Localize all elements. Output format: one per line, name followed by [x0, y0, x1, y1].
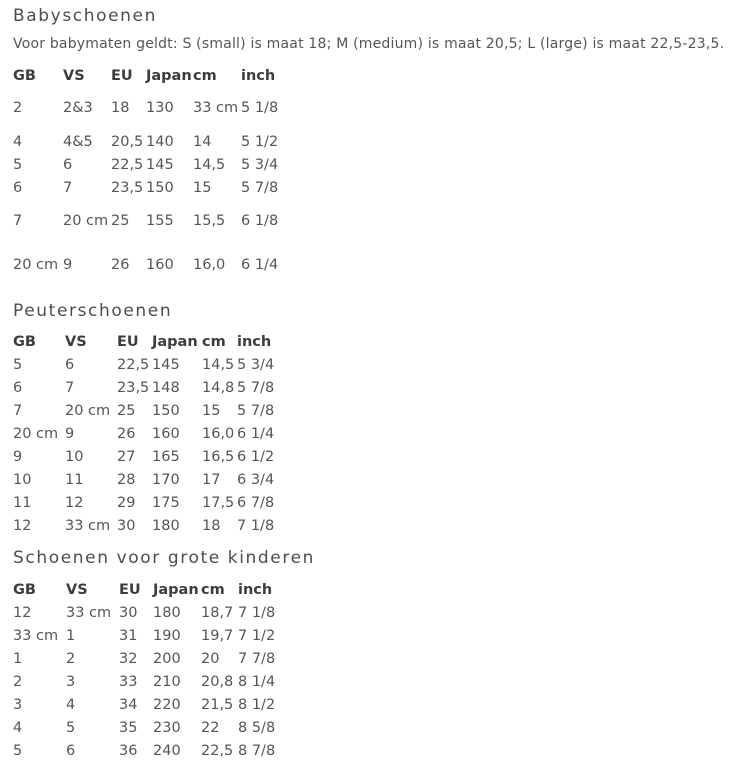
table-row: [13, 176, 286, 199]
table-cell: 20,5: [111, 133, 144, 150]
table-cell: 20,8: [201, 673, 234, 690]
table-row: [13, 514, 282, 537]
column-header: EU: [117, 334, 139, 350]
column-header: Japan: [152, 334, 198, 350]
table-cell: 19,7: [201, 627, 234, 644]
table-cell: 5 7/8: [237, 402, 275, 419]
big-kids-size-table: [13, 579, 283, 762]
table-cell: 23,5: [117, 379, 150, 396]
table-cell: 15: [193, 179, 212, 196]
table-cell: 4: [66, 696, 76, 713]
table-cell: 17: [202, 471, 221, 488]
table-cell: 5: [13, 156, 23, 173]
table-cell: 8 1/2: [238, 696, 276, 713]
table-cell: 9: [65, 425, 75, 442]
table-cell: 33 cm: [13, 627, 59, 644]
table-cell: 1: [66, 627, 76, 644]
table-cell: 6 1/4: [237, 425, 275, 442]
table-row: [13, 86, 286, 130]
table-cell: 160: [146, 257, 174, 273]
table-cell: 12: [13, 517, 32, 534]
table-cell: 18: [111, 100, 130, 116]
table-cell: 22,5: [117, 356, 150, 373]
table-header-row: [13, 66, 286, 86]
table-cell: 33 cm: [193, 99, 239, 116]
table-cell: 7: [13, 213, 23, 229]
column-header: GB: [13, 582, 36, 598]
table-cell: 9: [63, 257, 73, 273]
table-cell: 200: [153, 650, 181, 667]
column-header: cm: [202, 334, 226, 350]
table-cell: 33 cm: [66, 604, 112, 621]
table-cell: 145: [146, 156, 174, 173]
table-cell: 2: [66, 650, 76, 667]
table-cell: 33: [119, 673, 138, 690]
table-cell: 4: [13, 719, 23, 736]
table-cell: 28: [117, 471, 136, 488]
table-cell: 8 1/4: [238, 673, 276, 690]
table-header-row: [13, 331, 282, 353]
table-cell: 5 7/8: [241, 179, 279, 196]
table-cell: 7: [63, 179, 73, 196]
table-cell: 5 1/8: [241, 100, 279, 116]
table-cell: 22: [201, 719, 220, 736]
table-row: [13, 491, 282, 514]
table-row: [13, 153, 286, 176]
table-cell: 30: [117, 517, 136, 534]
table-cell: 25: [111, 213, 130, 229]
table-cell: 16,5: [202, 448, 235, 465]
column-header: GB: [13, 334, 36, 350]
table-cell: 10: [65, 448, 84, 465]
table-cell: 30: [119, 604, 138, 621]
table-cell: 155: [146, 213, 174, 229]
table-cell: 180: [153, 604, 181, 621]
column-header: inch: [237, 334, 272, 350]
table-row: [13, 243, 286, 287]
table-row: [13, 601, 283, 624]
table-cell: 5: [13, 742, 23, 759]
table-row: [13, 399, 282, 422]
table-cell: 3: [13, 696, 23, 713]
column-header: EU: [119, 582, 141, 598]
toddler-shoes-heading: Peuterschoenen: [13, 301, 173, 321]
table-cell: 23,5: [111, 179, 144, 196]
baby-shoes-heading: Babyschoenen: [13, 6, 157, 26]
table-row: [13, 670, 283, 693]
table-cell: 6 1/4: [241, 257, 279, 273]
table-cell: 180: [152, 517, 180, 534]
table-cell: 26: [117, 425, 136, 442]
table-cell: 6 1/2: [237, 448, 275, 465]
table-cell: 5 3/4: [241, 156, 279, 173]
table-cell: 6 3/4: [237, 471, 275, 488]
column-header: GB: [13, 68, 36, 84]
table-cell: 35: [119, 719, 138, 736]
column-header: Japan: [146, 68, 192, 84]
column-header: EU: [111, 68, 133, 84]
table-cell: 4&5: [63, 133, 93, 150]
table-cell: 20 cm: [65, 402, 111, 419]
big-kids-shoes-heading: Schoenen voor grote kinderen: [13, 548, 316, 568]
table-cell: 8 7/8: [238, 742, 276, 759]
table-cell: 160: [152, 425, 180, 442]
table-cell: 7: [65, 379, 75, 396]
table-cell: 14,5: [193, 156, 226, 173]
table-cell: 2&3: [63, 100, 93, 116]
table-cell: 14,5: [202, 356, 235, 373]
table-cell: 26: [111, 257, 130, 273]
table-cell: 170: [152, 471, 180, 488]
table-row: [13, 445, 282, 468]
table-cell: 20 cm: [13, 425, 59, 442]
table-cell: 15,5: [193, 213, 226, 229]
table-cell: 32: [119, 650, 138, 667]
table-row: [13, 716, 283, 739]
table-cell: 6: [13, 379, 23, 396]
column-header: VS: [66, 582, 88, 598]
table-cell: 20 cm: [13, 256, 59, 273]
table-cell: 6: [13, 179, 23, 196]
table-cell: 190: [153, 627, 181, 644]
table-cell: 22,5: [201, 742, 234, 759]
table-cell: 3: [66, 673, 76, 690]
table-cell: 6 1/8: [241, 213, 279, 229]
baby-sizes-intro: Voor babymaten geldt: S (small) is maat 18; M (medium) is maat 20,5; L (large) is maat 22,5-23,5.: [13, 36, 725, 52]
table-cell: 5 7/8: [237, 379, 275, 396]
table-cell: 7 1/2: [238, 627, 276, 644]
table-cell: 210: [153, 673, 181, 690]
table-row: [13, 376, 282, 399]
table-cell: 10: [13, 471, 32, 488]
table-cell: 4: [13, 133, 23, 150]
table-cell: 9: [13, 448, 23, 465]
column-header: cm: [193, 68, 217, 84]
table-cell: 7 1/8: [238, 604, 276, 621]
table-row: [13, 693, 283, 716]
table-row: [13, 739, 283, 762]
table-cell: 1: [13, 650, 23, 667]
table-cell: 14: [193, 133, 212, 150]
table-cell: 11: [65, 471, 84, 488]
table-row: [13, 422, 282, 445]
baby-size-table: [13, 66, 286, 287]
table-cell: 14,8: [202, 379, 235, 396]
table-cell: 12: [13, 604, 32, 621]
table-cell: 33 cm: [65, 517, 111, 534]
table-cell: 5 3/4: [237, 356, 275, 373]
table-cell: 36: [119, 742, 138, 759]
table-row: [13, 647, 283, 670]
table-cell: 20 cm: [63, 212, 109, 229]
table-cell: 15: [202, 402, 221, 419]
column-header: inch: [241, 68, 276, 84]
column-header: inch: [238, 582, 273, 598]
table-cell: 148: [152, 379, 180, 396]
table-cell: 17,5: [202, 494, 235, 511]
table-cell: 140: [146, 133, 174, 150]
table-cell: 8 5/8: [238, 719, 276, 736]
table-cell: 7 7/8: [238, 650, 276, 667]
table-row: [13, 624, 283, 647]
table-cell: 165: [152, 448, 180, 465]
table-header-row: [13, 579, 283, 601]
column-header: VS: [65, 334, 87, 350]
table-cell: 5 1/2: [241, 133, 279, 150]
table-cell: 145: [152, 356, 180, 373]
table-cell: 22,5: [111, 156, 144, 173]
table-cell: 11: [13, 494, 32, 511]
table-row: [13, 353, 282, 376]
table-cell: 220: [153, 696, 181, 713]
table-cell: 29: [117, 494, 136, 511]
table-cell: 25: [117, 402, 136, 419]
table-cell: 130: [146, 100, 174, 116]
column-header: VS: [63, 68, 85, 84]
table-cell: 7 1/8: [237, 517, 275, 534]
table-cell: 21,5: [201, 696, 234, 713]
table-cell: 12: [65, 494, 84, 511]
table-cell: 5: [66, 719, 76, 736]
table-cell: 20: [201, 650, 220, 667]
table-cell: 6: [65, 356, 75, 373]
table-cell: 6: [63, 156, 73, 173]
table-cell: 150: [152, 402, 180, 419]
table-cell: 5: [13, 356, 23, 373]
table-row: [13, 199, 286, 243]
column-header: Japan: [153, 582, 199, 598]
table-cell: 2: [13, 673, 23, 690]
table-cell: 16,0: [202, 425, 235, 442]
table-cell: 7: [13, 402, 23, 419]
table-cell: 18,7: [201, 604, 234, 621]
table-cell: 240: [153, 742, 181, 759]
table-cell: 31: [119, 627, 138, 644]
table-cell: 230: [153, 719, 181, 736]
table-cell: 27: [117, 448, 136, 465]
column-header: cm: [201, 582, 225, 598]
table-cell: 16,0: [193, 257, 226, 273]
table-row: [13, 468, 282, 491]
table-cell: 6 7/8: [237, 494, 275, 511]
table-row: [13, 130, 286, 153]
table-cell: 34: [119, 696, 138, 713]
table-cell: 175: [152, 494, 180, 511]
table-cell: 150: [146, 179, 174, 196]
toddler-size-table: [13, 331, 282, 537]
table-cell: 2: [13, 100, 23, 116]
table-cell: 18: [202, 517, 221, 534]
table-cell: 6: [66, 742, 76, 759]
